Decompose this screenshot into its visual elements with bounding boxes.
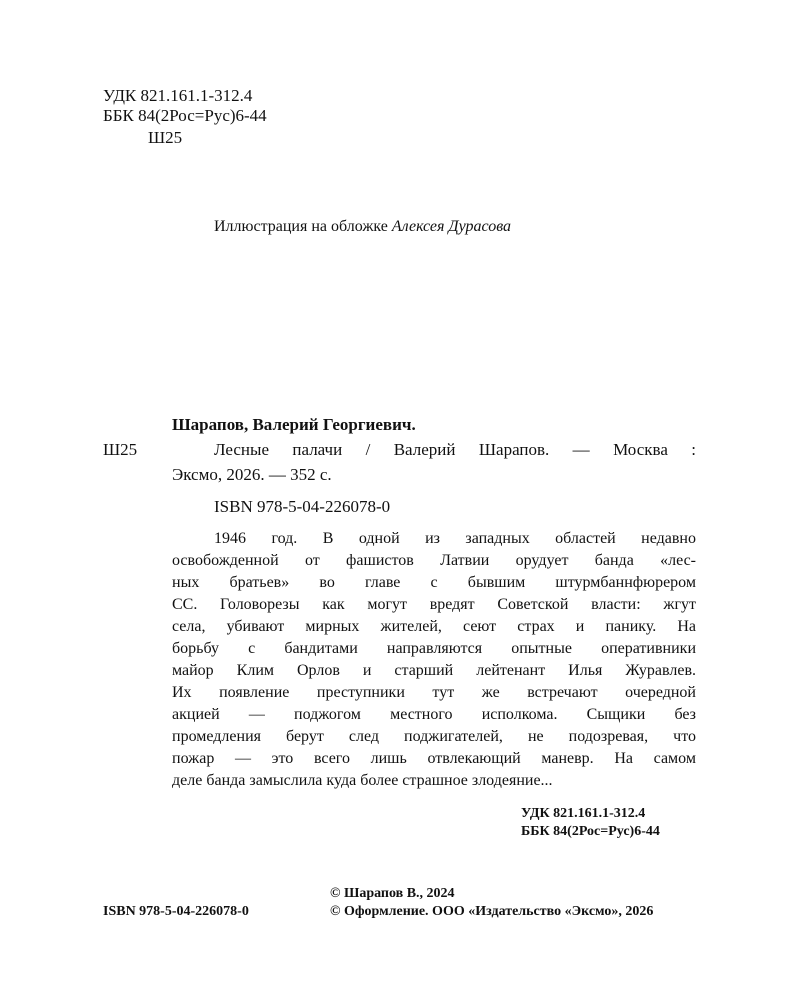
annotation-line: промедления берут след поджигателей, не подозревая, что: [172, 728, 696, 745]
author-mark: Ш25: [148, 128, 183, 147]
copyright-design: © Оформление. ООО «Издательство «Эксмо», 2026: [330, 904, 654, 919]
udk-code: УДК 821.161.1-312.4: [103, 86, 253, 105]
illustration-prefix: Иллюстрация на обложке: [214, 218, 392, 235]
annotation-line: 1946 год. В одной из западных областей недавно: [214, 530, 696, 547]
annotation-line: села, убивают мирных жителей, сеют страх и панику. На: [172, 618, 696, 635]
catalog-author-mark: Ш25: [103, 440, 138, 459]
footer-isbn: ISBN 978-5-04-226078-0: [103, 904, 249, 919]
illustration-artist: Алексея Дурасова: [391, 218, 512, 235]
author-heading: Шарапов, Валерий Георгиевич.: [172, 415, 416, 434]
annotation-line: деле банда замыслила куда более страшное злодеяние...: [172, 772, 553, 789]
title-statement-line-1: Лесные палачи / Валерий Шарапов. — Москва :: [214, 440, 696, 459]
annotation-line: ных братьев» во главе с бывшим штурмбаннфюрером: [172, 574, 696, 591]
catalog-isbn: ISBN 978-5-04-226078-0: [214, 497, 391, 516]
annotation-line: пожар — это всего лишь отвлекающий маневр. На самом: [172, 750, 696, 767]
annotation-line: СС. Головорезы как могут вредят Советской власти: жгут: [172, 596, 696, 613]
annotation-line: Их появление преступники тут же встречают очередной: [172, 684, 696, 701]
bbk-code: ББК 84(2Рос=Рус)6-44: [103, 106, 267, 125]
annotation-line: акцией — поджогом местного исполкома. Сыщики без: [172, 706, 696, 723]
annotation-line: освобожденной от фашистов Латвии орудует банда «лес-: [172, 552, 696, 569]
annotation-line: майор Клим Орлов и старший лейтенант Илья Журавлев.: [172, 662, 696, 679]
footer-bbk: ББК 84(2Рос=Рус)6-44: [521, 824, 660, 839]
illustration-credit: [214, 217, 511, 237]
annotation-line: борьбу с бандитами направляются опытные оперативники: [172, 640, 696, 657]
copyright-author: © Шарапов В., 2024: [330, 886, 455, 901]
footer-udk: УДК 821.161.1-312.4: [521, 806, 646, 821]
title-statement-line-2: Эксмо, 2026. — 352 с.: [172, 465, 332, 484]
